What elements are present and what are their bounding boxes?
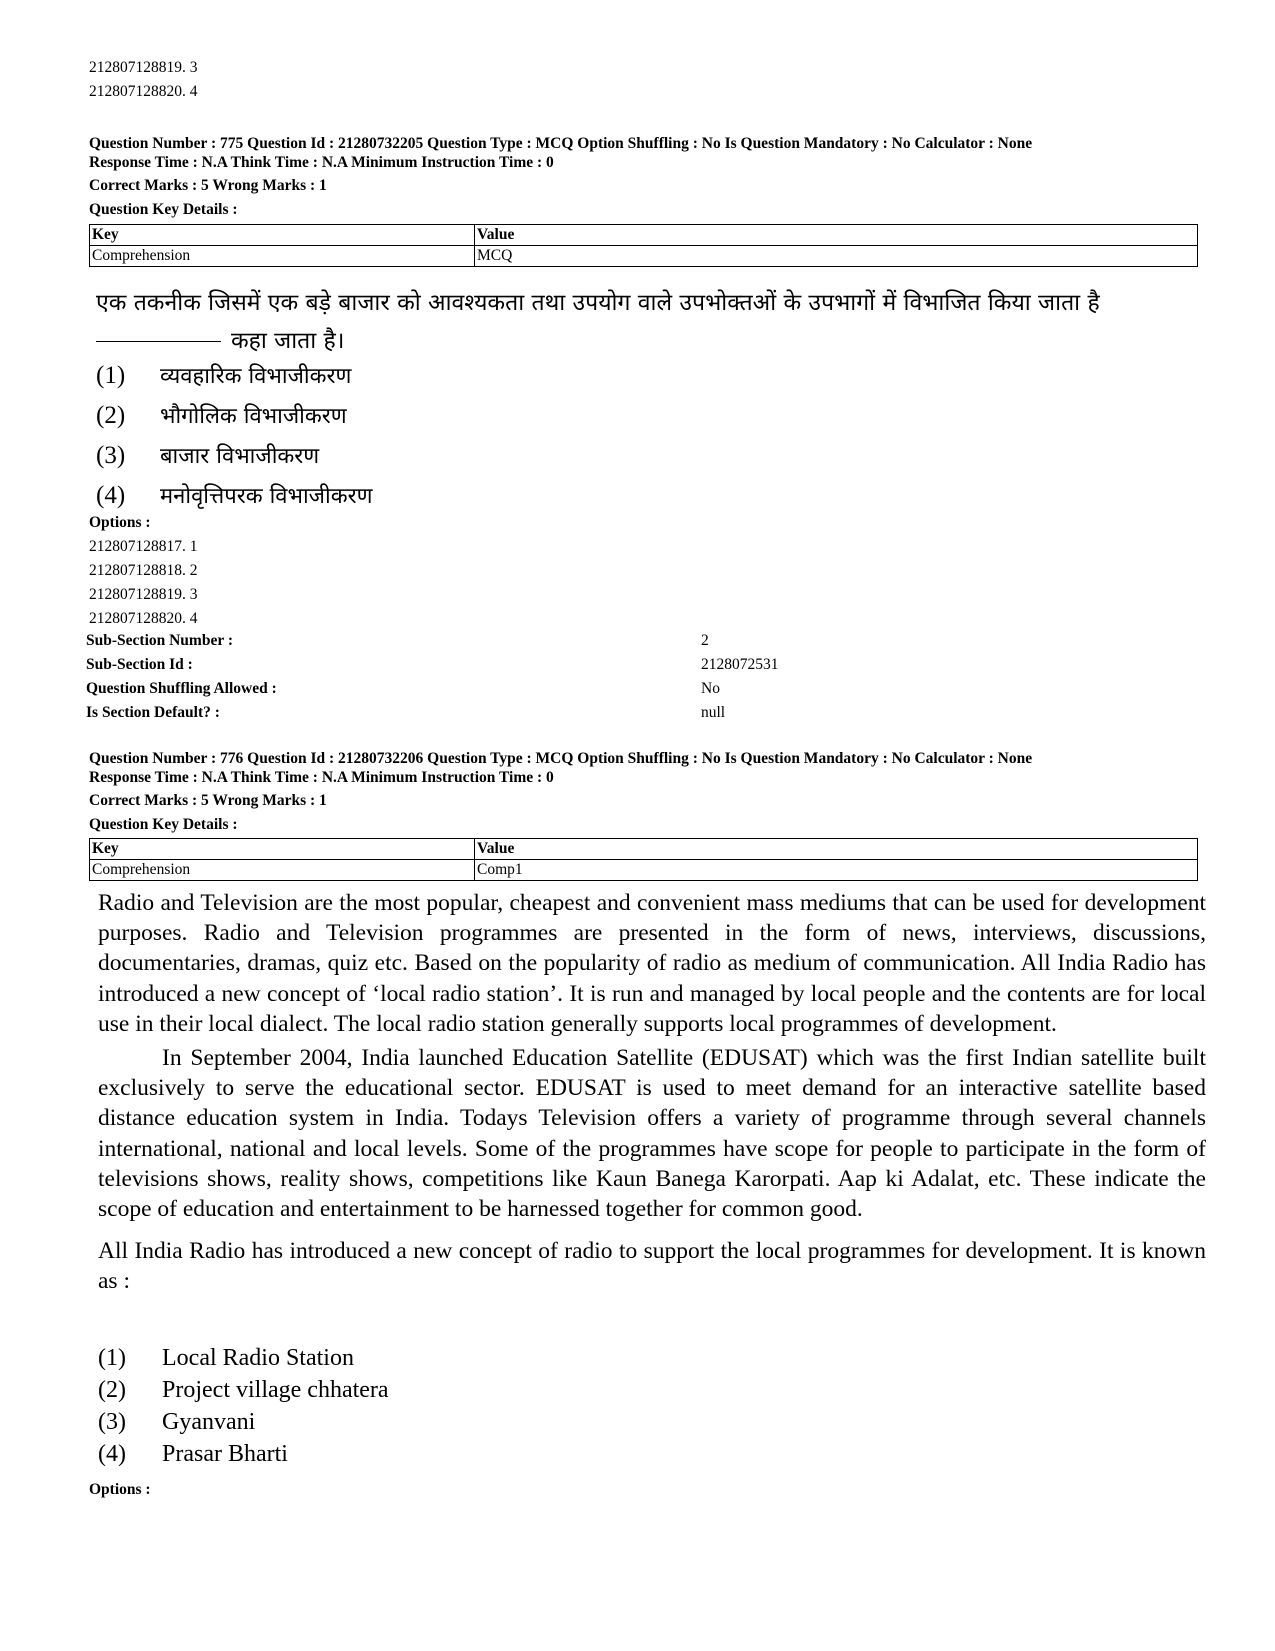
question-775-header (89, 134, 1032, 219)
question-marks: Correct Marks : 5 Wrong Marks : 1 (89, 792, 327, 809)
choice-text: Prasar Bharti (162, 1441, 288, 1467)
table-cell-value: MCQ (475, 246, 1198, 267)
question-text-line: एक तकनीक जिसमें एक बड़े बाजार को आवश्यकता तथा उपयोग वाले उपभोक्तओं के उपभागों में विभाजित किया जाता है (96, 290, 1100, 316)
table-header-key: Key (90, 839, 475, 860)
choice-item (96, 396, 347, 437)
choice-text: व्यवहारिक विभाजीकरण (160, 364, 352, 389)
choice-item (98, 1374, 389, 1406)
question-key-details-label: Question Key Details : (89, 201, 238, 218)
table-header-value: Value (475, 839, 1198, 860)
choice-text: Local Radio Station (162, 1345, 354, 1371)
comprehension-passage (98, 888, 1206, 1297)
subsection-row (86, 701, 786, 725)
subsection-label: Sub-Section Id : (86, 656, 193, 673)
table-cell-key: Comprehension (90, 860, 475, 881)
choice-text: मनोवृत्तिपरक विभाजीकरण (160, 484, 373, 509)
choice-number: (3) (96, 442, 126, 469)
choice-item (96, 436, 319, 477)
question-key-table (89, 838, 1198, 881)
subsection-value: 2 (701, 632, 709, 649)
question-meta-line: Response Time : N.A Think Time : N.A Minimum Instruction Time : 0 (89, 769, 554, 786)
choice-number: (4) (98, 1441, 126, 1467)
subsection-info (86, 629, 786, 725)
choice-number: (2) (96, 402, 126, 429)
table-header-key: Key (90, 225, 475, 246)
question-776-header (89, 749, 1032, 834)
subsection-value: null (701, 704, 726, 721)
table-cell-value: Comp1 (475, 860, 1198, 881)
choice-number: (2) (98, 1377, 126, 1403)
question-text (96, 284, 1206, 360)
choice-item (98, 1342, 354, 1374)
option-id: 212807128820. 4 (89, 83, 198, 100)
question-marks: Correct Marks : 5 Wrong Marks : 1 (89, 177, 327, 194)
option-id: 212807128818. 2 (89, 562, 198, 579)
question-text: All India Radio has introduced a new concept of radio to support the local programmes for development. It is known as : (98, 1238, 1206, 1295)
option-id: 212807128819. 3 (89, 59, 198, 76)
options-list (89, 1478, 151, 1502)
options-list (89, 511, 198, 631)
options-label: Options : (89, 514, 151, 531)
subsection-row (86, 629, 786, 653)
choice-item (98, 1438, 288, 1470)
passage-paragraph: Radio and Television are the most popular, cheapest and convenient mass mediums that can be used for development purposes. Radio and Television programmes are presented in the form of news, interviews, discussions, documentaries, dramas, quiz etc. Based on the popularity of radio as medium of communication. All India Radio has introduced a new concept of ‘local radio station’. It is run and managed by local people and the contents are for local use in their local dialect. The local radio station generally supports local programmes of development. (98, 890, 1206, 1037)
subsection-value: No (701, 680, 720, 697)
choice-item (98, 1406, 255, 1438)
choice-text: बाजार विभाजीकरण (160, 444, 320, 469)
question-text-line: कहा जाता है। (231, 328, 345, 354)
fill-blank (96, 341, 221, 342)
table-header-value: Value (475, 225, 1198, 246)
question-key-table (89, 224, 1198, 267)
options-label: Options : (89, 1481, 151, 1498)
choice-text: Project village chhatera (162, 1377, 389, 1403)
choice-number: (1) (98, 1345, 126, 1371)
question-meta-line: Question Number : 775 Question Id : 21280732205 Question Type : MCQ Option Shuffling : No Is Question Mandatory : No Calculator : None (89, 135, 1033, 152)
choice-number: (3) (98, 1409, 126, 1435)
subsection-row (86, 677, 786, 701)
option-id: 212807128817. 1 (89, 538, 198, 555)
question-meta-line: Question Number : 776 Question Id : 21280732206 Question Type : MCQ Option Shuffling : No Is Question Mandatory : No Calculator : None (89, 750, 1033, 767)
choice-number: (4) (96, 482, 126, 509)
choice-text: भौगोलिक विभाजीकरण (160, 404, 347, 429)
option-id: 212807128820. 4 (89, 610, 198, 627)
choice-number: (1) (96, 362, 126, 389)
choice-item (96, 356, 351, 397)
choice-text: Gyanvani (162, 1409, 256, 1435)
subsection-label: Sub-Section Number : (86, 632, 233, 649)
subsection-value: 2128072531 (701, 656, 779, 673)
previous-options (89, 56, 198, 104)
subsection-label: Question Shuffling Allowed : (86, 680, 277, 697)
table-cell-key: Comprehension (90, 246, 475, 267)
option-id: 212807128819. 3 (89, 586, 198, 603)
subsection-row (86, 653, 786, 677)
question-meta-line: Response Time : N.A Think Time : N.A Minimum Instruction Time : 0 (89, 154, 554, 171)
subsection-label: Is Section Default? : (86, 704, 220, 721)
passage-paragraph: In September 2004, India launched Education Satellite (EDUSAT) which was the first Indian satellite built exclusively to serve the educational sector. EDUSAT is used to meet demand for an interactive satellite based distance education system in India. Todays Television offers a variety of programme through several channels international, national and local levels. Some of the programmes have scope for people to participate in the form of televisions shows, reality shows, competitions like Kaun Banega Karorpati. Aap ki Adalat, etc. These indicate the scope of education and entertainment to be harnessed together for common good. (98, 1045, 1206, 1223)
question-key-details-label: Question Key Details : (89, 816, 238, 833)
